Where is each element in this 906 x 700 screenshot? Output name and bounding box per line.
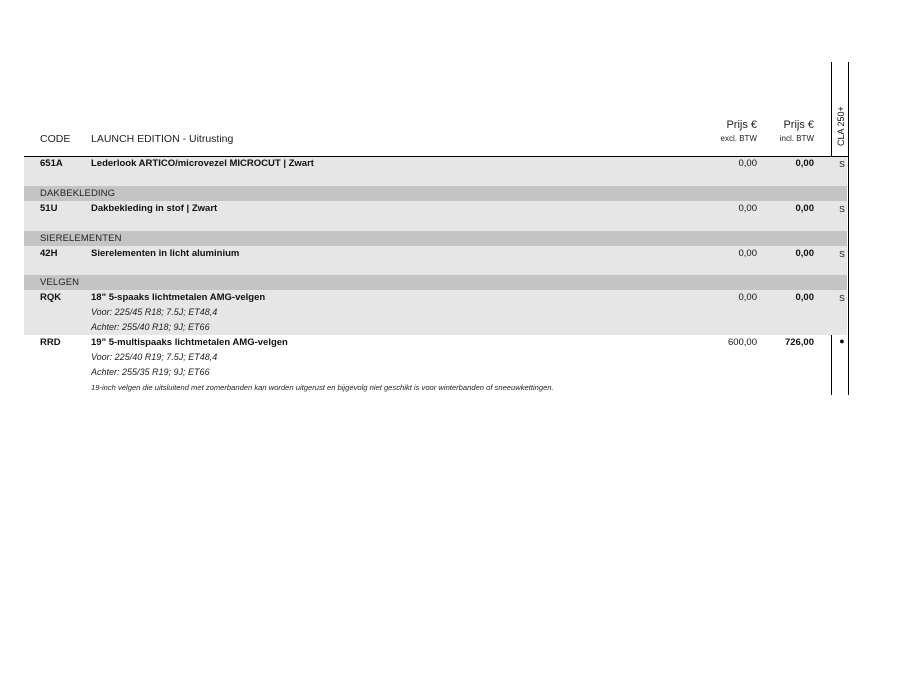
column-header-price-excl [700, 119, 757, 145]
price-incl: 726,00 [784, 337, 814, 348]
availability-mark: S [839, 159, 845, 169]
model-column-header: CLA 250+ [836, 106, 846, 146]
table-row [24, 290, 847, 335]
price-incl-label: Prijs € [783, 119, 814, 131]
price-excl: 0,00 [738, 292, 757, 303]
column-header-title: LAUNCH EDITION - Uitrusting [91, 133, 234, 145]
option-description: 19" 5-multispaaks lichtmetalen AMG-velgen [91, 337, 288, 348]
table-row [24, 157, 847, 186]
option-detail: Achter: 255/40 R18; 9J; ET66 [91, 322, 210, 332]
price-excl: 0,00 [738, 248, 757, 259]
option-detail: Voor: 225/40 R19; 7.5J; ET48,4 [91, 352, 218, 362]
availability-mark: S [839, 293, 845, 303]
option-description: Dakbekleding in stof | Zwart [91, 203, 218, 214]
price-incl: 0,00 [795, 292, 814, 303]
option-note: 19-inch velgen die uitsluitend met zomerbanden kan worden uitgerust en bijgevolg niet geschikt is voor winterbanden of sneeuwkettingen. [91, 383, 554, 392]
price-incl: 0,00 [795, 203, 814, 214]
column-header-price-incl [760, 119, 814, 145]
price-excl-label: Prijs € [726, 119, 757, 131]
category-name: SIERELEMENTEN [40, 233, 122, 244]
model-column-right-border [848, 62, 849, 395]
option-code: 42H [40, 248, 58, 259]
price-excl: 0,00 [738, 203, 757, 214]
table-row [24, 201, 847, 231]
option-description: Sierelementen in licht aluminium [91, 248, 240, 259]
availability-mark: S [839, 249, 845, 259]
table-row [24, 246, 847, 275]
option-code: RRD [40, 337, 61, 348]
price-excl-sub: excl. BTW [720, 134, 757, 143]
option-description: 18" 5-spaaks lichtmetalen AMG-velgen [91, 292, 266, 303]
option-description: Lederlook ARTICO/microvezel MICROCUT | Zwart [91, 158, 314, 169]
category-name: VELGEN [40, 277, 80, 288]
option-code: 51U [40, 203, 58, 214]
option-code: 651A [40, 158, 63, 169]
price-incl: 0,00 [795, 248, 814, 259]
option-code: RQK [40, 292, 62, 303]
table-row [24, 335, 847, 395]
price-incl: 0,00 [795, 158, 814, 169]
availability-mark: ● [839, 336, 845, 346]
category-header [24, 275, 847, 290]
price-incl-sub: incl. BTW [779, 134, 814, 143]
availability-mark: S [839, 204, 845, 214]
column-header-code: CODE [40, 133, 71, 145]
price-excl: 0,00 [738, 158, 757, 169]
category-header [24, 186, 847, 201]
category-name: DAKBEKLEDING [40, 188, 116, 199]
option-detail: Voor: 225/45 R18; 7.5J; ET48,4 [91, 307, 218, 317]
category-header [24, 231, 847, 246]
option-detail: Achter: 255/35 R19; 9J; ET66 [91, 367, 210, 377]
price-excl: 600,00 [727, 337, 757, 348]
